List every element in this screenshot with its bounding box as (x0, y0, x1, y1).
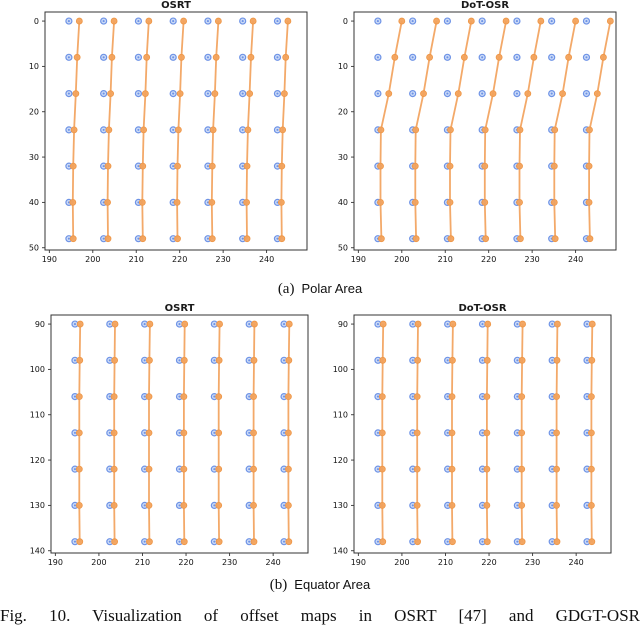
subcaption-b-index: (b) (269, 577, 288, 593)
svg-text:100: 100 (332, 365, 348, 375)
svg-text:20: 20 (337, 107, 348, 117)
subcaption-a-index: (a) (277, 281, 295, 297)
subcaption-b (0, 577, 640, 594)
svg-text:230: 230 (221, 558, 238, 567)
svg-text:190: 190 (47, 558, 63, 567)
chart-svg-polar-osrt (0, 0, 320, 272)
x-axis (351, 553, 584, 567)
chart-svg-equator-osrt (0, 302, 320, 574)
svg-text:110: 110 (332, 410, 348, 420)
svg-text:200: 200 (394, 558, 410, 567)
chart-title: OSRT (164, 303, 195, 314)
x-axis (351, 250, 584, 264)
svg-text:50: 50 (337, 243, 348, 253)
chart-polar-dot-osr (320, 0, 640, 272)
y-axis (30, 320, 51, 556)
svg-text:210: 210 (128, 255, 144, 264)
svg-text:120: 120 (29, 455, 45, 465)
svg-text:240: 240 (265, 558, 281, 567)
svg-text:110: 110 (29, 410, 45, 420)
y-axis (29, 17, 45, 253)
svg-text:210: 210 (134, 558, 151, 567)
svg-text:240: 240 (258, 255, 275, 264)
chart-equator-dot-osr (320, 302, 640, 574)
subcaption-a-label: Polar Area (301, 281, 363, 296)
y-axis (333, 320, 354, 556)
svg-text:10: 10 (28, 62, 39, 72)
x-axis (48, 553, 281, 567)
offset-position-markers (378, 18, 614, 242)
svg-text:100: 100 (29, 365, 45, 375)
svg-text:220: 220 (481, 558, 497, 567)
svg-text:10: 10 (337, 62, 348, 72)
svg-text:0: 0 (342, 16, 348, 26)
svg-text:200: 200 (85, 255, 101, 264)
svg-text:220: 220 (178, 558, 194, 567)
svg-text:230: 230 (524, 255, 540, 264)
svg-text:210: 210 (437, 255, 453, 264)
x-axis (42, 250, 275, 264)
svg-text:140: 140 (332, 546, 348, 556)
svg-text:240: 240 (568, 558, 584, 567)
chart-title: DoT-OSR (460, 0, 510, 11)
svg-text:190: 190 (350, 255, 366, 264)
svg-text:230: 230 (524, 558, 541, 567)
svg-text:30: 30 (28, 152, 39, 162)
chart-title: OSRT (161, 0, 191, 11)
svg-text:200: 200 (394, 255, 410, 264)
chart-equator-osrt (0, 302, 320, 574)
svg-text:140: 140 (29, 546, 45, 556)
chart-svg-polar-dot-osr (320, 0, 640, 272)
chart-polar-osrt (0, 0, 320, 272)
chart-title: DoT-OSR (458, 303, 507, 314)
svg-text:120: 120 (332, 455, 348, 465)
svg-text:0: 0 (33, 16, 39, 26)
svg-text:220: 220 (172, 255, 188, 264)
subcaption-a (0, 281, 640, 298)
y-axis (338, 17, 354, 253)
svg-text:90: 90 (34, 319, 45, 329)
svg-text:190: 190 (41, 255, 57, 264)
svg-text:40: 40 (337, 198, 348, 208)
subcaption-b-label: Equator Area (294, 577, 371, 592)
svg-text:90: 90 (337, 319, 348, 329)
svg-text:40: 40 (28, 198, 39, 208)
svg-text:210: 210 (437, 558, 454, 567)
svg-text:130: 130 (332, 501, 348, 511)
svg-text:240: 240 (567, 255, 584, 264)
svg-text:50: 50 (28, 243, 39, 253)
svg-text:200: 200 (91, 558, 107, 567)
svg-text:190: 190 (350, 558, 366, 567)
svg-text:230: 230 (215, 255, 231, 264)
svg-text:220: 220 (481, 255, 497, 264)
svg-text:20: 20 (28, 107, 39, 117)
chart-svg-equator-dot-osr (320, 302, 640, 574)
svg-text:130: 130 (29, 501, 45, 511)
svg-text:30: 30 (337, 152, 348, 162)
figure-caption: Fig. 10. Visualization of offset maps in OSRT [47] and GDGT-OSR (0, 606, 640, 625)
